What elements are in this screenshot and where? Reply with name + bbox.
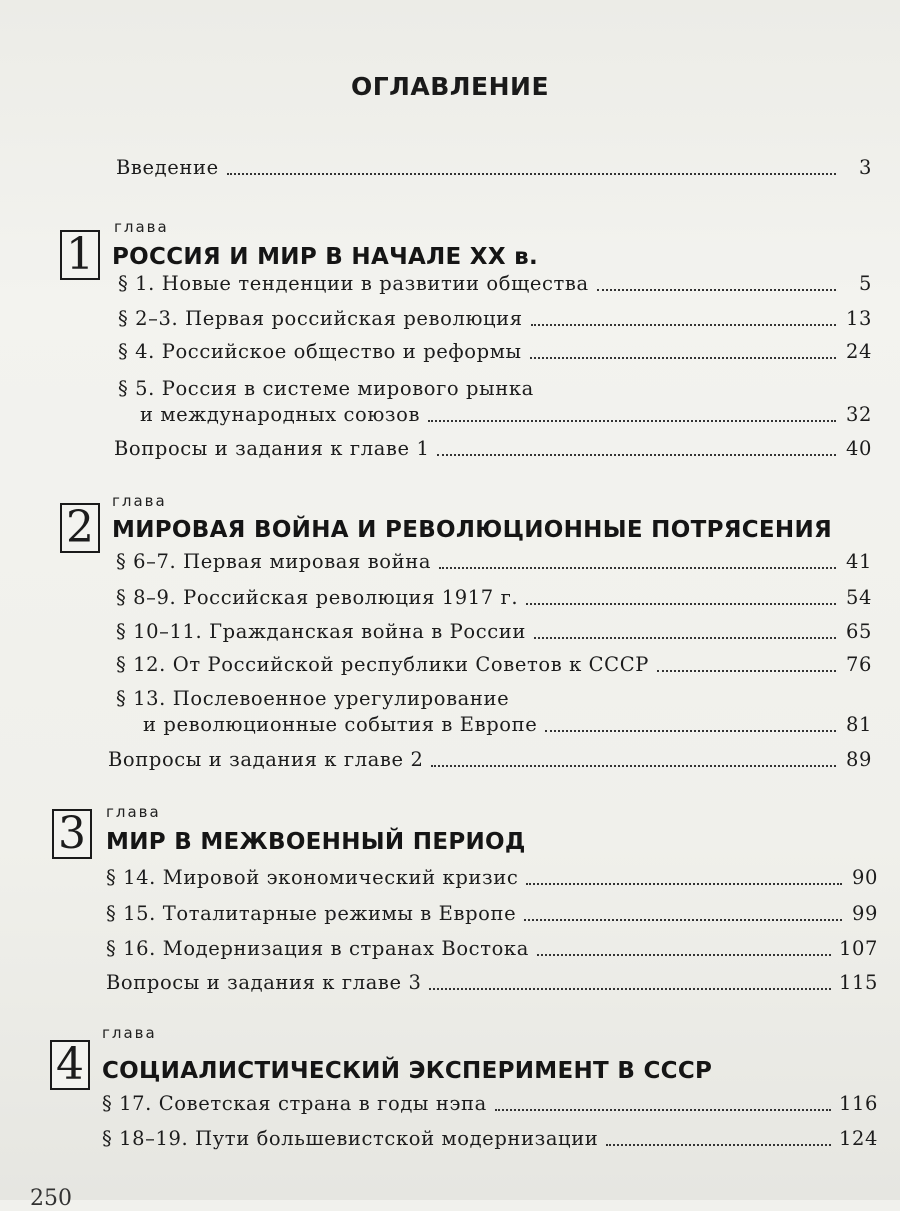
entry-page: 3	[858, 156, 872, 179]
toc-entry: § 8–9. Российская революция 1917 г. 54	[116, 586, 872, 609]
dot-leader	[537, 954, 831, 956]
chapter-title: МИРОВАЯ ВОЙНА И РЕВОЛЮЦИОННЫЕ ПОТРЯСЕНИЯ	[112, 517, 833, 543]
toc-entry: § 15. Тоталитарные режимы в Европе 99	[106, 902, 878, 925]
entry-text: Введение	[116, 156, 219, 179]
toc-entry: Вопросы и задания к главе 2 89	[108, 748, 872, 771]
toc-entry: и революционные события в Европе 81	[143, 713, 872, 736]
dot-leader	[495, 1109, 831, 1111]
dot-leader	[437, 454, 836, 456]
page-title: ОГЛАВЛЕНИЕ	[350, 72, 550, 101]
dot-leader	[526, 883, 842, 885]
dot-leader	[439, 567, 836, 569]
chapter-label: глава	[114, 218, 169, 236]
dot-leader	[534, 637, 836, 639]
toc-entry: § 2–3. Первая российская революция 13	[118, 307, 872, 330]
dot-leader	[431, 765, 836, 767]
toc-entry: § 17. Советская страна в годы нэпа 116	[102, 1092, 878, 1115]
chapter-label: глава	[102, 1024, 157, 1042]
chapter-title: МИР В МЕЖВОЕННЫЙ ПЕРИОД	[106, 829, 526, 855]
toc-entry: § 12. От Российской республики Советов к СССР 76	[116, 653, 872, 676]
dot-leader	[606, 1144, 831, 1146]
chapter-number-box: 2	[60, 503, 100, 553]
toc-entry: § 16. Модернизация в странах Востока 107	[106, 937, 878, 960]
entry-text-line1: § 5. Россия в системе мирового рынка	[118, 377, 534, 400]
chapter-title: РОССИЯ И МИР В НАЧАЛЕ XX в.	[112, 244, 539, 270]
dot-leader	[531, 324, 836, 326]
toc-entry: Вопросы и задания к главе 1 40	[114, 437, 872, 460]
entry-text-line1: § 13. Послевоенное урегулирование	[116, 687, 510, 710]
toc-entry-intro	[116, 158, 872, 178]
toc-entry: § 1. Новые тенденции в развитии общества 5	[118, 272, 872, 295]
toc-entry: § 18–19. Пути большевистской модернизации 124	[102, 1127, 878, 1150]
dot-leader	[530, 357, 836, 359]
toc-entry: § 14. Мировой экономический кризис 90	[106, 866, 878, 889]
chapter-label: глава	[112, 492, 167, 510]
chapter-title: СОЦИАЛИСТИЧЕСКИЙ ЭКСПЕРИМЕНТ В СССР	[102, 1058, 713, 1084]
chapter-number-box: 1	[60, 230, 100, 280]
toc-entry: § 4. Российское общество и реформы 24	[118, 340, 872, 363]
chapter-number-box: 3	[52, 809, 92, 859]
dot-leader	[428, 420, 836, 422]
toc-entry: § 10–11. Гражданская война в России 65	[116, 620, 872, 643]
dot-leader	[545, 730, 836, 732]
dot-leader	[657, 670, 836, 672]
toc-entry: § 6–7. Первая мировая война 41	[116, 550, 872, 573]
dot-leader	[227, 173, 836, 175]
toc-entry: и международных союзов 32	[140, 403, 872, 426]
dot-leader	[524, 919, 842, 921]
dot-leader	[429, 988, 831, 990]
chapter-label: глава	[106, 803, 161, 821]
chapter-number-box: 4	[50, 1040, 90, 1090]
page-number: 250	[30, 1186, 72, 1211]
dot-leader	[597, 289, 836, 291]
dot-leader	[526, 603, 836, 605]
toc-entry: Вопросы и задания к главе 3 115	[106, 971, 878, 994]
